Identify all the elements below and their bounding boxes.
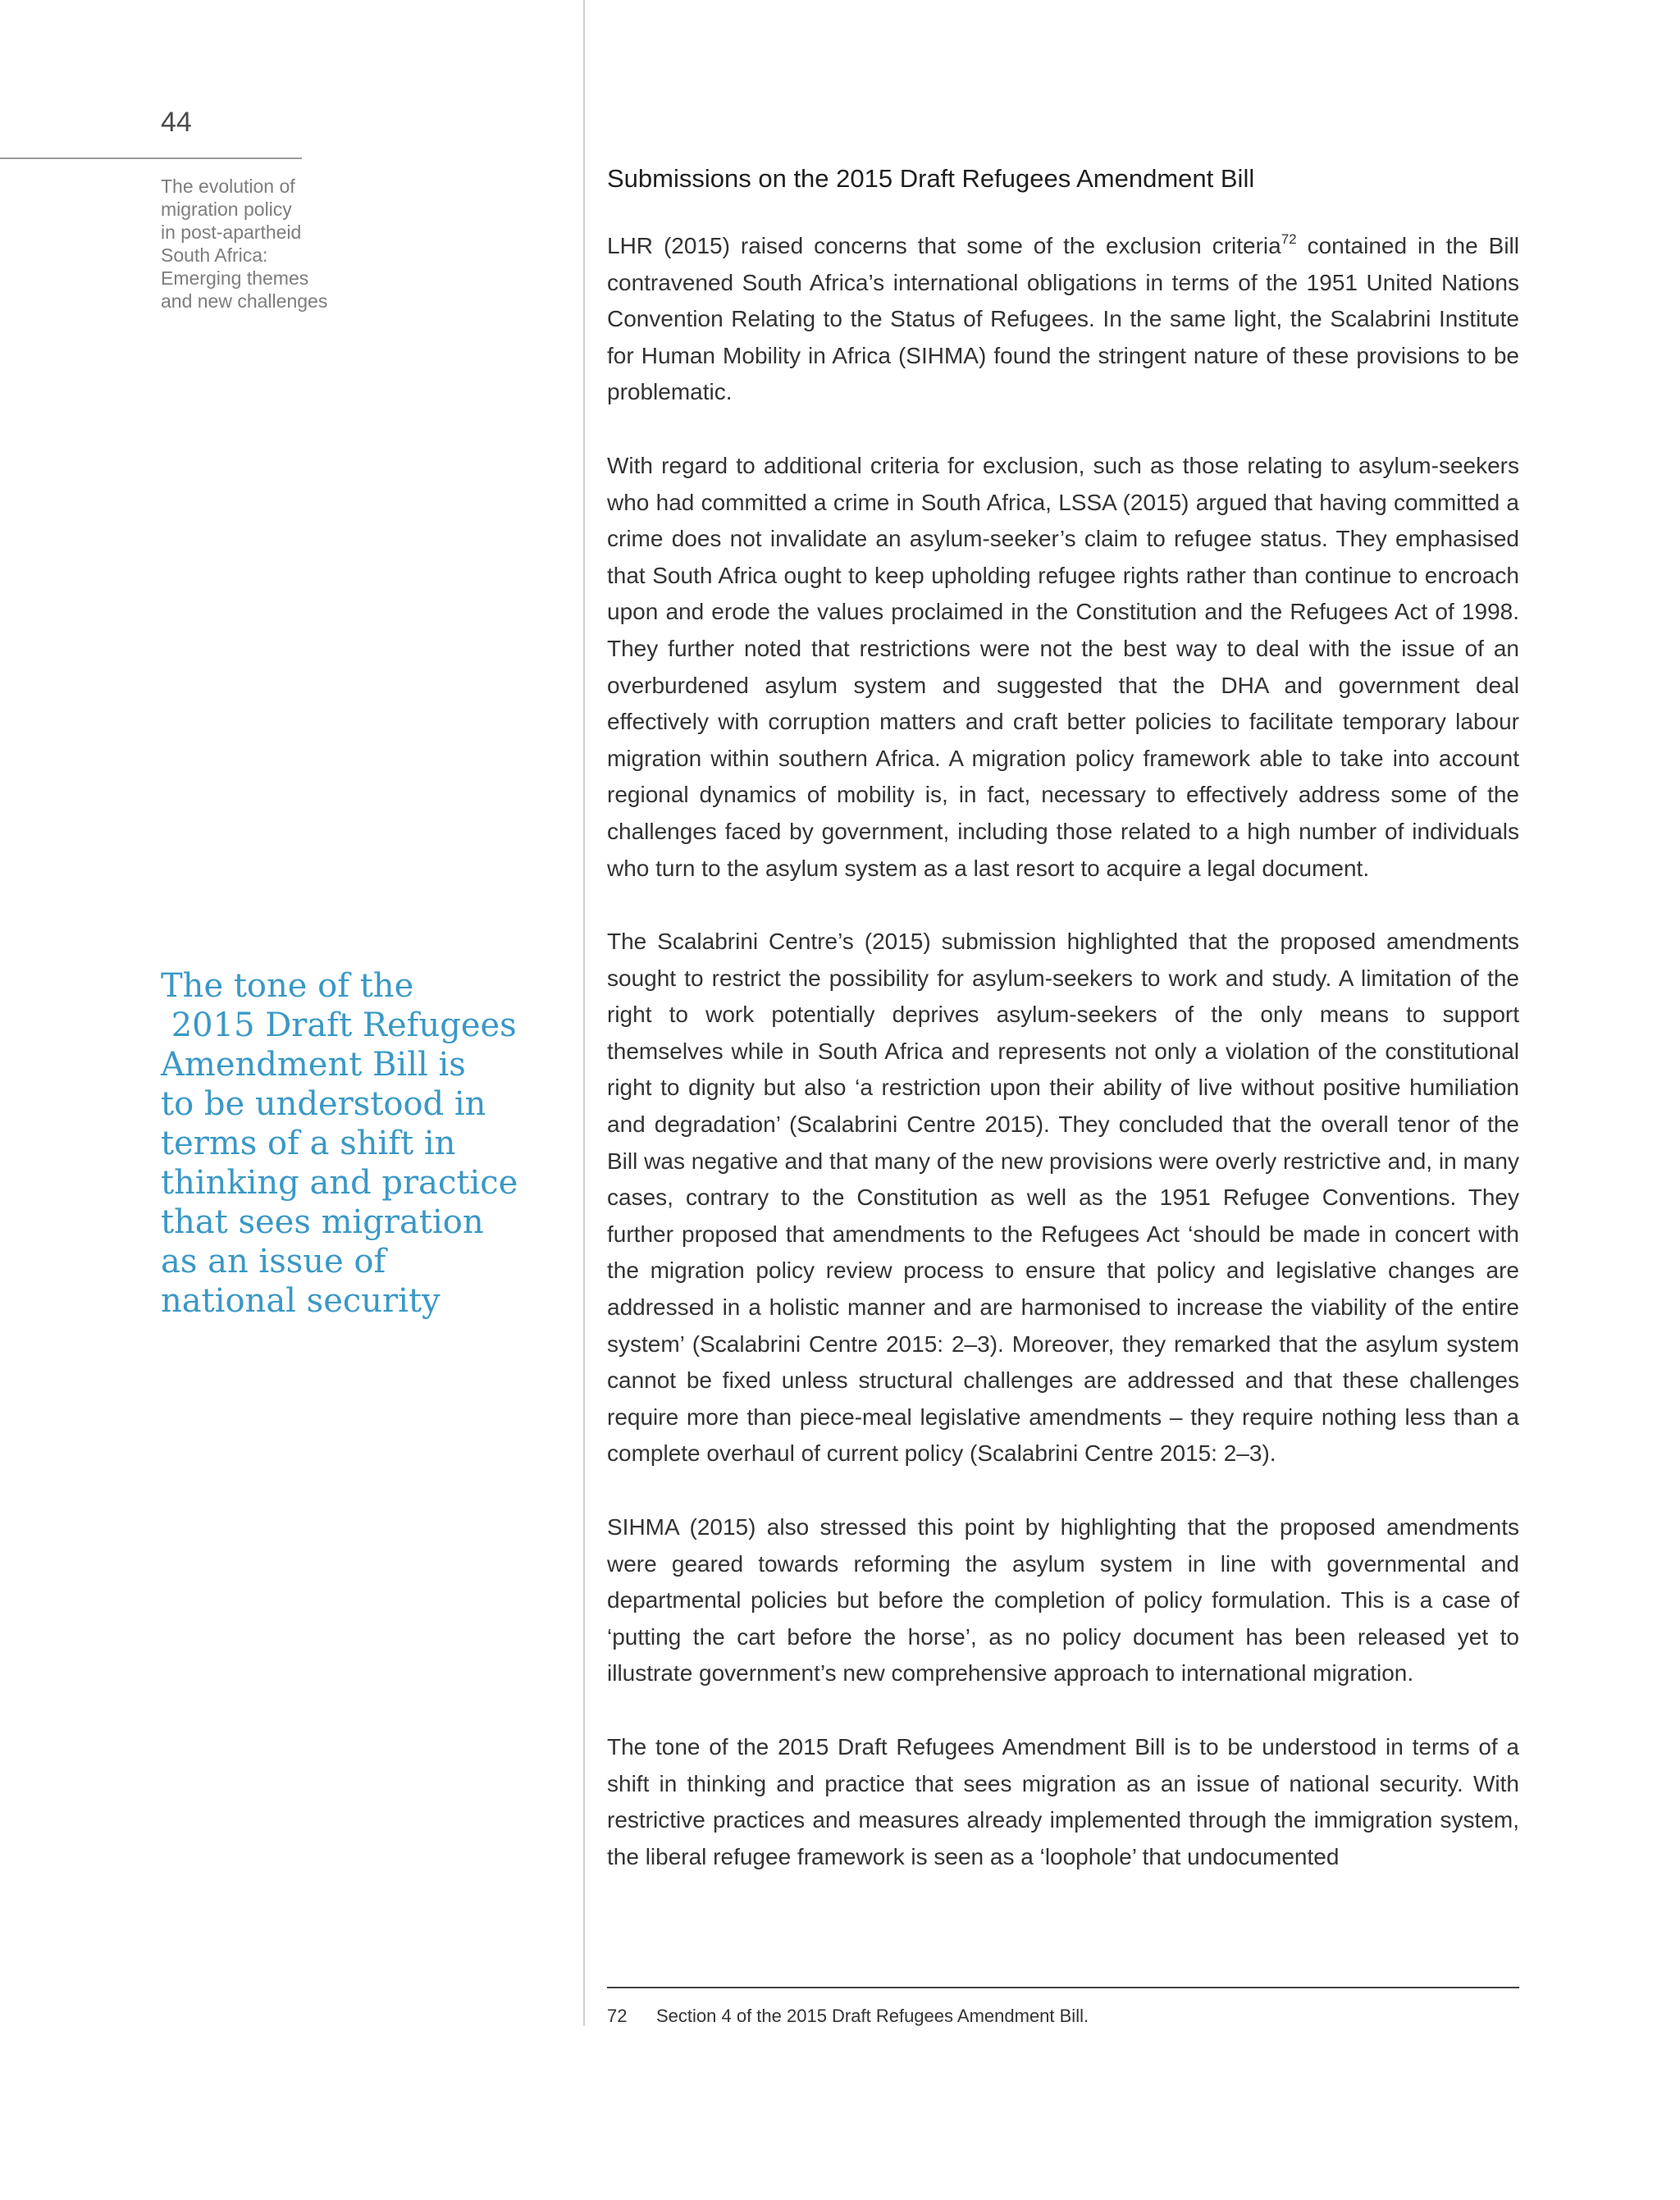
pull-quote-line: national security	[161, 1282, 441, 1320]
running-head	[161, 175, 358, 313]
pull-quote-line: Amendment Bill is	[161, 1046, 466, 1084]
pull-quote-line: to be understood in	[161, 1085, 486, 1123]
article-body	[607, 228, 1519, 1875]
pull-quote-line: thinking and practice	[161, 1164, 518, 1202]
running-head-line: migration policy	[161, 199, 292, 220]
running-head-line: and new challenges	[161, 290, 328, 312]
running-head-line: The evolution of	[161, 176, 295, 197]
pull-quote-line: terms of a shift in	[161, 1125, 456, 1162]
footnote	[607, 2006, 1089, 2027]
footnote-rule	[607, 1987, 1519, 1988]
header-rule	[0, 157, 302, 159]
running-head-line: in post-apartheid	[161, 221, 302, 243]
footnote-text: Section 4 of the 2015 Draft Refugees Amendment Bill.	[656, 2006, 1089, 2026]
paragraph-3: The Scalabrini Centre’s (2015) submission highlighted that the proposed amendments sought to restrict the possibility for asylum-seekers to work and study. A limitation of the right to work potentially deprives asylum-seekers of the only means to support themselves while in South Africa and represents not only a violation of the constitutional right to dignity but also ‘a restriction upon their ability of live without positive humiliation and degradation’ (Scalabrini Centre 2015). They concluded that the overall tenor of the Bill was negative and that many of the new provisions were overly restrictive and, in many cases, contrary to the Constitution as well as the 1951 Refugee Conventions. They further proposed that amendments to the Refugees Act ‘should be made in concert with the migration policy review process to ensure that policy and legislative changes are addressed in a holistic manner and are harmonised to increase the viability of the entire system’ (Scalabrini Centre 2015: 2–3). Moreover, they remarked that the asylum system cannot be fixed unless structural challenges are addressed and that these challenges require more than piece-meal legislative amendments – they require nothing less than a complete overhaul of current policy (Scalabrini Centre 2015: 2–3).	[607, 929, 1519, 1467]
pull-quote-line: that sees migration	[161, 1203, 484, 1241]
footnote-number: 72	[607, 2006, 628, 2026]
paragraph-1-start: LHR (2015) raised concerns that some of the exclusion criteria	[607, 233, 1281, 258]
pull-quote	[161, 966, 538, 1321]
section-heading: Submissions on the 2015 Draft Refugees Amendment Bill	[607, 164, 1255, 193]
paragraph-4: SIHMA (2015) also stressed this point by highlighting that the proposed amendments were geared towards reforming the asylum system in line with governmental and departmental policies but before the completion of policy formulation. This is a case of ‘putting the cart before the horse’, as no policy document has been released yet to illustrate government’s new comprehensive approach to international migration.	[607, 1514, 1519, 1687]
paragraph-1-end: contained in the Bill contravened South Africa’s international obligations in terms of the 1951 United Nations Convention Relating to the Status of Refugees. In the same light, the Scalabrini Institute for Human Mobility in Africa (SIHMA) found the stringent nature of these provisions to be problematic.	[607, 233, 1519, 405]
running-head-line: Emerging themes	[161, 267, 309, 289]
column-divider	[583, 0, 585, 2026]
footnote-reference: 72	[1281, 230, 1297, 247]
paragraph-1	[607, 228, 1519, 411]
paragraph-2: With regard to additional criteria for exclusion, such as those relating to asylum-seekers who had committed a crime in South Africa, LSSA (2015) argued that having committed a crime does not invalidate an asylum-seeker’s claim to refugee status. They emphasised that South Africa ought to keep upholding refugee rights rather than continue to encroach upon and erode the values proclaimed in the Constitution and the Refugees Act of 1998. They further noted that restrictions were not the best way to deal with the issue of an overburdened asylum system and suggested that the DHA and government deal effectively with corruption matters and craft better policies to facilitate temporary labour migration within southern Africa. A migration policy framework able to take into account regional dynamics of mobility is, in fact, necessary to effectively address some of the challenges faced by government, including those related to a high number of individuals who turn to the asylum system as a last resort to acquire a legal document.	[607, 452, 1519, 881]
running-head-line: South Africa:	[161, 244, 268, 266]
pull-quote-line: 2015 Draft Refugees	[161, 1006, 517, 1044]
pull-quote-line: The tone of the	[161, 967, 414, 1005]
page-number: 44	[161, 107, 192, 138]
pull-quote-line: as an issue of	[161, 1243, 386, 1280]
paragraph-5: The tone of the 2015 Draft Refugees Amendment Bill is to be understood in terms of a shift in thinking and practice that sees migration as an issue of national security. With restrictive practices and measures already implemented through the immigration system, the liberal refugee framework is seen as a ‘loophole’ that undocumented	[607, 1733, 1519, 1869]
